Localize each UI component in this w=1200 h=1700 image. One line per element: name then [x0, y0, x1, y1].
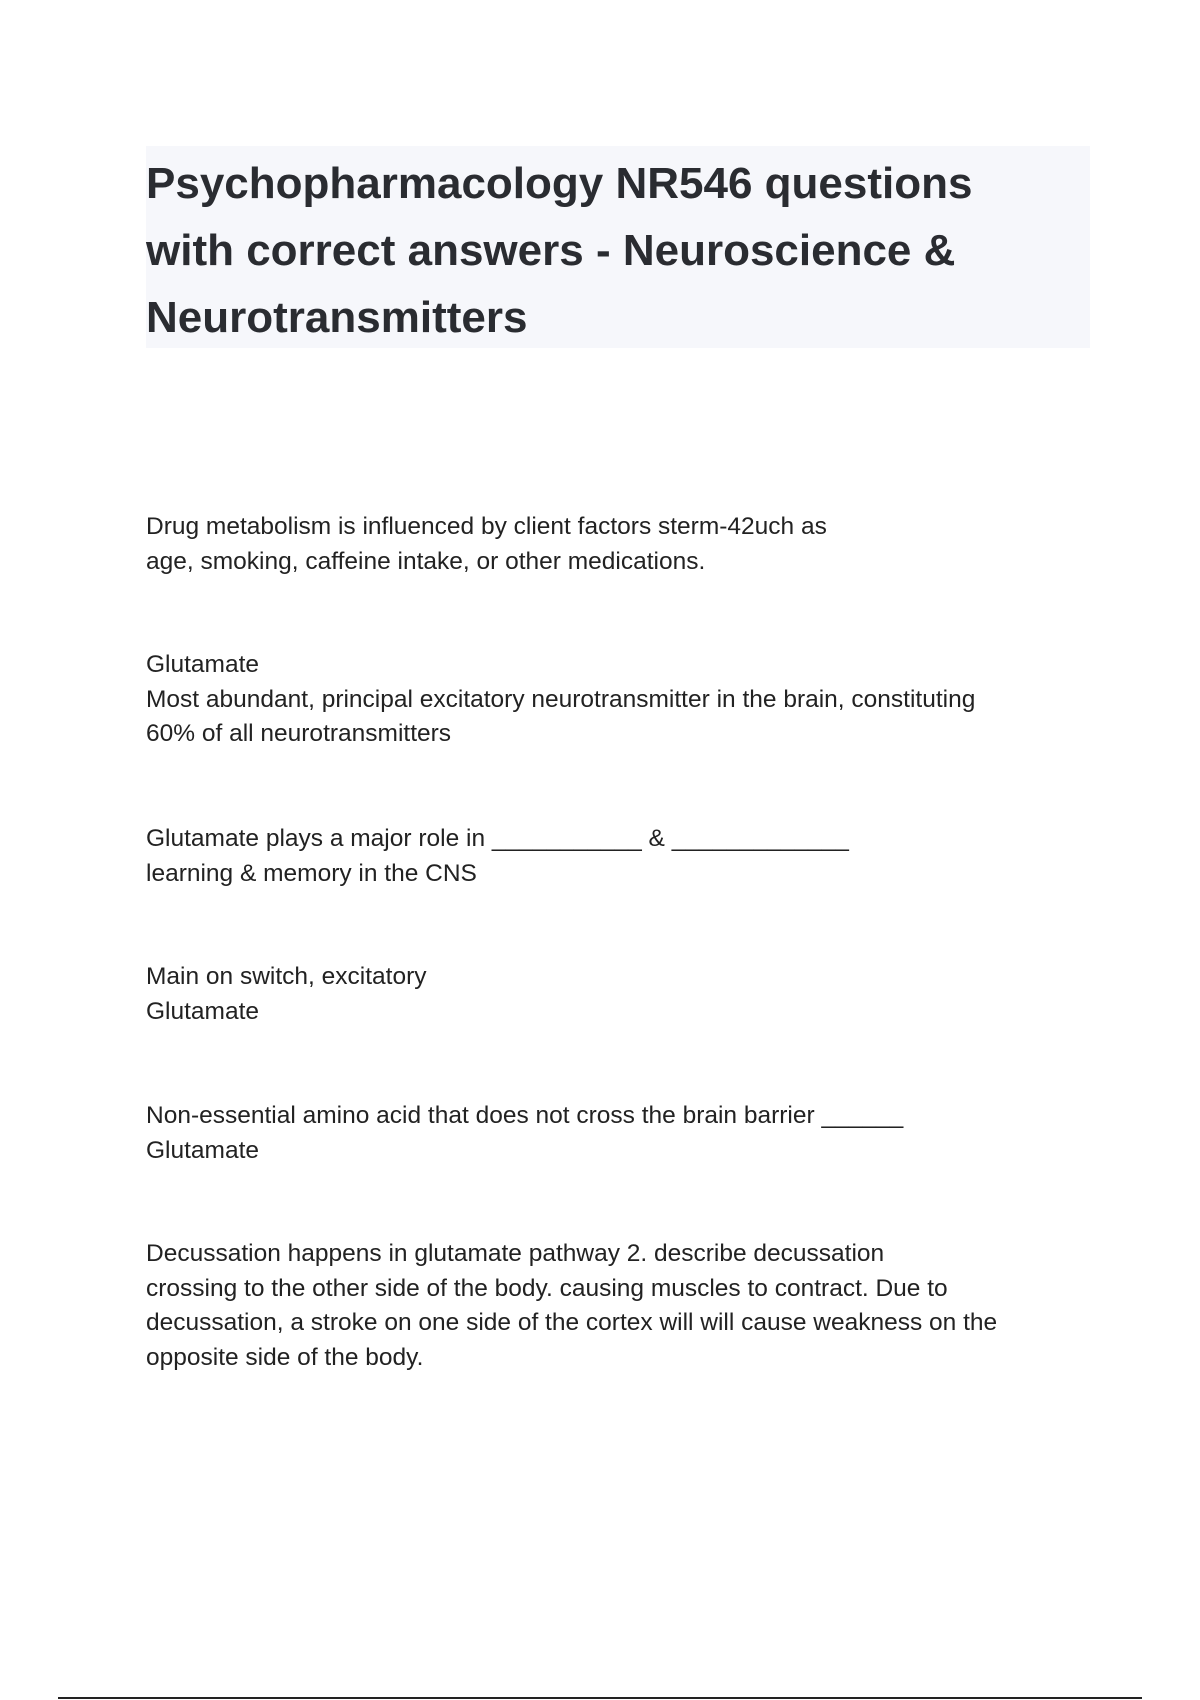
- text-line: learning & memory in the CNS: [146, 859, 477, 887]
- text-line: opposite side of the body.: [146, 1343, 424, 1371]
- text-line: Drug metabolism is influenced by client factors sterm-42uch as: [146, 513, 827, 540]
- qa-item-amino-acid: [146, 1099, 1086, 1168]
- qa-item-drug-metabolism: [146, 510, 1086, 579]
- text-line: Decussation happens in glutamate pathway 2. describe decussation: [146, 1240, 885, 1267]
- qa-item-glutamate-definition: [146, 648, 1086, 752]
- footer-divider: [58, 1697, 1142, 1699]
- text-line: decussation, a stroke on one side of the cortex will will cause weakness on the: [146, 1309, 998, 1336]
- qa-item-decussation: [146, 1237, 1086, 1375]
- text-line: Glutamate: [146, 997, 260, 1025]
- title-line: Neurotransmitters: [146, 293, 528, 342]
- document-title: [146, 146, 1090, 348]
- text-line: Glutamate: [146, 1136, 260, 1164]
- qa-item-glutamate-role: [146, 822, 1086, 891]
- text-line: Glutamate: [146, 651, 260, 678]
- qa-item-main-on-switch: [146, 960, 1086, 1029]
- text-line: 60% of all neurotransmitters: [146, 720, 452, 747]
- text-line: Most abundant, principal excitatory neurotransmitter in the brain, constituting: [146, 685, 976, 713]
- text-line: Non-essential amino acid that does not cross the brain barrier ______: [146, 1102, 904, 1129]
- text-line: age, smoking, caffeine intake, or other medications.: [146, 547, 706, 575]
- text-line: Glutamate plays a major role in ___________ & _____________: [146, 825, 849, 852]
- title-line: Psychopharmacology NR546 questions: [146, 159, 973, 208]
- text-line: crossing to the other side of the body. causing muscles to contract. Due to: [146, 1274, 948, 1302]
- title-line: with correct answers - Neuroscience &: [146, 226, 956, 275]
- text-line: Main on switch, excitatory: [146, 963, 427, 990]
